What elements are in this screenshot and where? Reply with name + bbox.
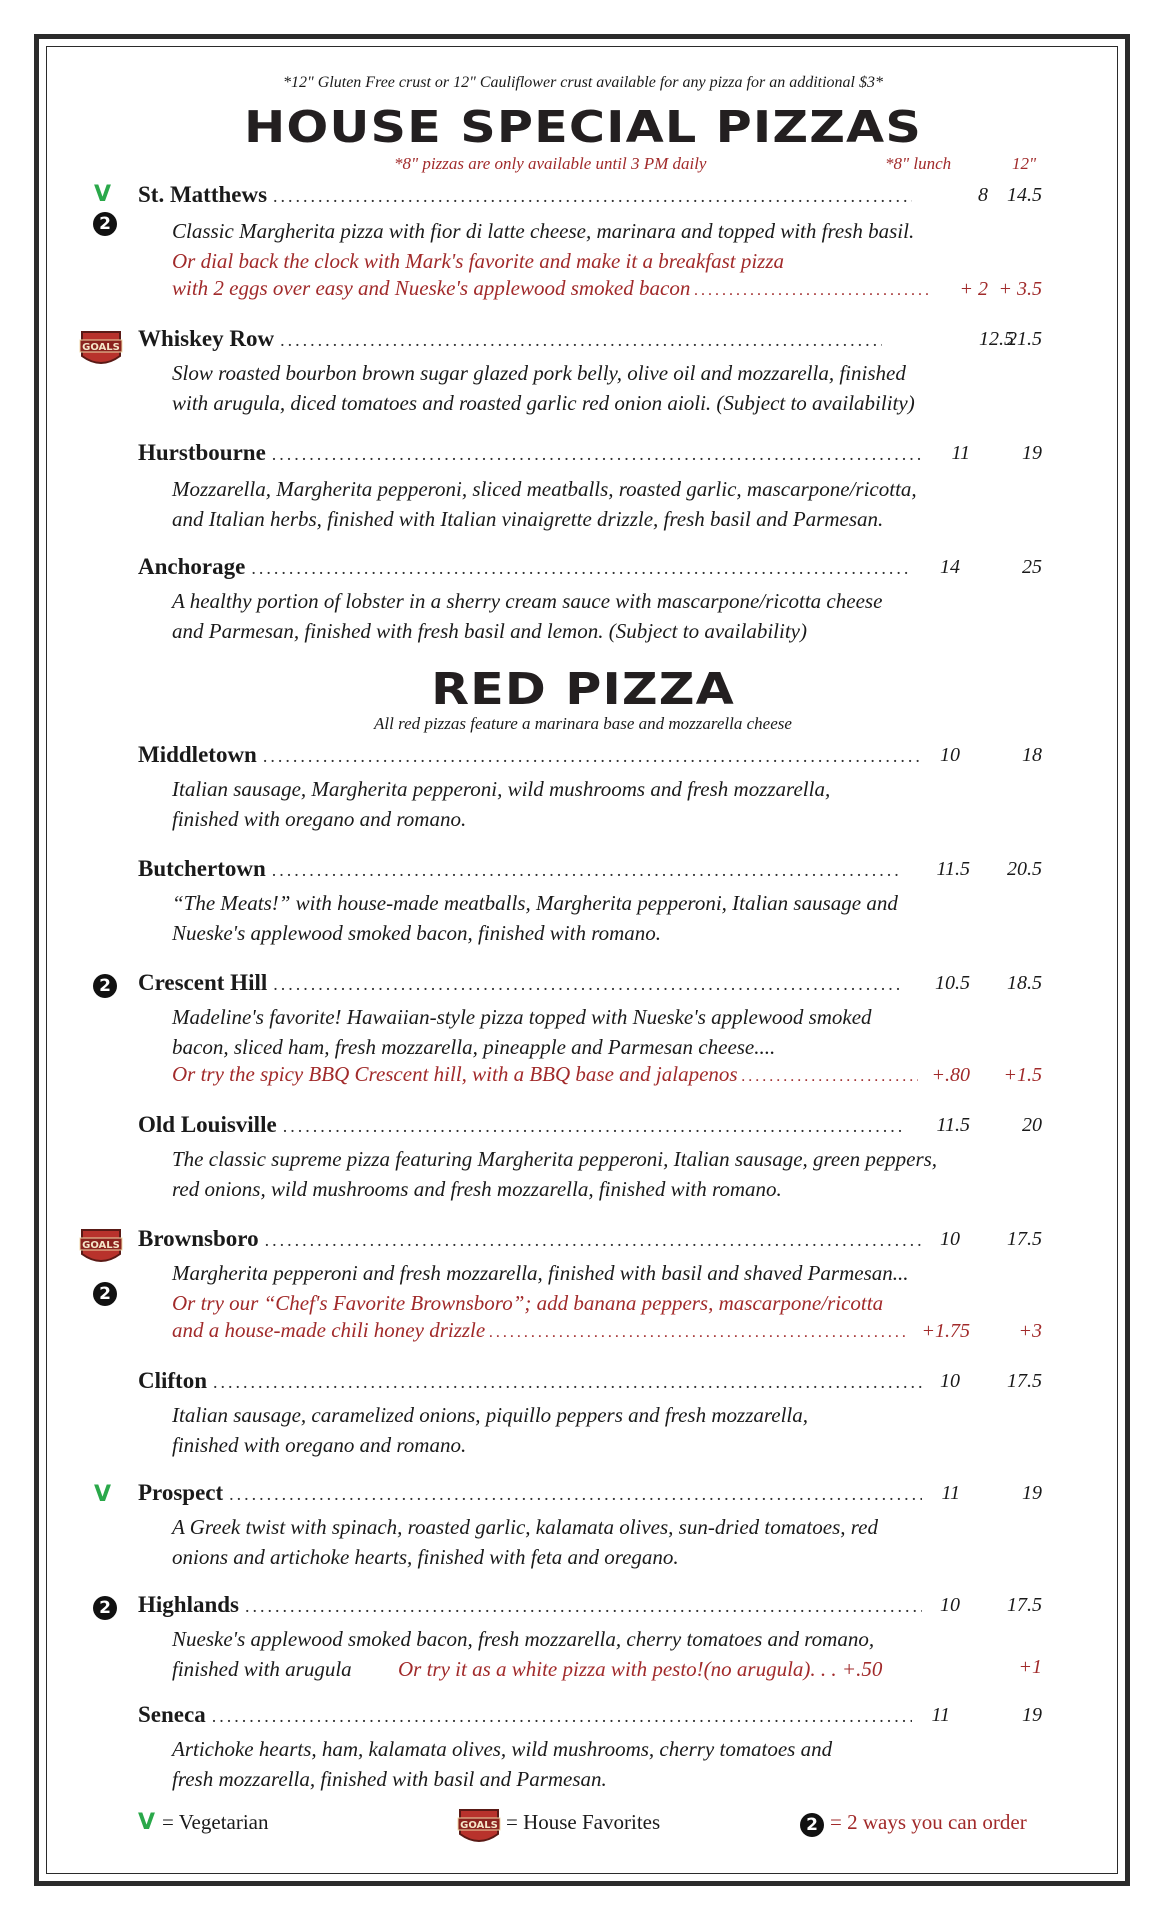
legend-vegetarian: = Vegetarian: [162, 1810, 269, 1834]
item-description: and Italian herbs, finished with Italian vinaigrette drizzle, fresh basil and Parmesan.: [172, 507, 884, 531]
item-description: with arugula, diced tomatoes and roasted garlic red onion aioli. (Subject to availability): [172, 391, 915, 415]
vegetarian-icon: V: [94, 182, 112, 207]
svg-text:GOALS: GOALS: [82, 1240, 120, 1251]
price-12: 18: [1022, 744, 1042, 766]
item-description: fresh mozzarella, finished with basil and Parmesan.: [172, 1767, 607, 1791]
price-8: 10: [940, 744, 960, 766]
item-variation: Or try it as a white pizza with pesto!(no arugula). . . +.50: [398, 1657, 883, 1681]
leader-dots: [283, 1116, 902, 1137]
price-12: 17.5: [1007, 1228, 1042, 1250]
item-description: A healthy portion of lobster in a sherry cream sauce with mascarpone/ricotta cheese: [172, 589, 883, 613]
red-pizza-title: RED PIZZA: [431, 664, 735, 715]
leader-dots: [694, 282, 928, 300]
item-description: finished with oregano and romano.: [172, 807, 467, 831]
addon-text: with 2 eggs over easy and Nueske's applewood smoked bacon: [172, 276, 691, 300]
price-8: 10: [940, 1228, 960, 1250]
leader-dots: [273, 974, 902, 995]
price-8: 12.5: [979, 328, 1014, 350]
item-description: Artichoke hearts, ham, kalamata olives, wild mushrooms, cherry tomatoes and: [172, 1737, 833, 1761]
price-12: 19: [1022, 1482, 1042, 1504]
leader-dots: [229, 1484, 922, 1505]
leader-dots: [212, 1706, 912, 1727]
two-ways-icon: 2: [800, 1813, 824, 1837]
price-12: 14.5: [1007, 184, 1042, 206]
item-title: [138, 182, 1038, 210]
item-name: Whiskey Row: [138, 326, 275, 351]
item-description: and Parmesan, finished with fresh basil and lemon. (Subject to availability): [172, 619, 807, 643]
item-description: Italian sausage, caramelized onions, piquillo peppers and fresh mozzarella,: [172, 1403, 808, 1427]
legend-house-favorites: = House Favorites: [506, 1810, 661, 1834]
col-header-12: 12": [1012, 154, 1037, 173]
item-description: Classic Margherita pizza with fior di latte cheese, marinara and topped with fresh basil.: [172, 219, 915, 243]
item-description: “The Meats!” with house-made meatballs, Margherita pepperoni, Italian sausage and: [172, 891, 898, 915]
price-12: 20: [1022, 1114, 1042, 1136]
item-name: Prospect: [138, 1480, 224, 1505]
leader-dots: [489, 1324, 908, 1342]
red-pizza-subtitle: All red pizzas feature a marinara base and mozzarella cheese: [374, 714, 792, 733]
two-ways-icon: 2: [93, 974, 117, 998]
price-12: 17.5: [1007, 1594, 1042, 1616]
leader-dots: [273, 186, 912, 207]
item-description: Nueske's applewood smoked bacon, fresh mozzarella, cherry tomatoes and romano,: [172, 1627, 875, 1651]
item-description: Madeline's favorite! Hawaiian-style pizza topped with Nueske's applewood smoked: [172, 1005, 872, 1029]
price-12: 21.5: [1007, 328, 1042, 350]
price-8: 14: [940, 556, 960, 578]
addon-price-8: + 2: [959, 278, 988, 300]
item-name: Middletown: [138, 742, 257, 767]
item-name: Hurstbourne: [138, 440, 266, 465]
price-12: 19: [1022, 1704, 1042, 1726]
two-ways-icon: 2: [93, 1596, 117, 1620]
vegetarian-icon: V: [138, 1810, 156, 1835]
item-description: Margherita pepperoni and fresh mozzarella, finished with basil and shaved Parmesan...: [172, 1261, 909, 1285]
item-name: Old Louisville: [138, 1112, 277, 1137]
svg-text:GOALS: GOALS: [460, 1820, 498, 1831]
item-name: Seneca: [138, 1702, 206, 1727]
item-variation: Or try our “Chef's Favorite Brownsboro”; add banana peppers, mascarpone/ricotta: [172, 1291, 884, 1315]
item-description: finished with arugula: [172, 1657, 352, 1681]
addon-price-8: +1.75: [921, 1320, 970, 1342]
addon-text: and a house-made chili honey drizzle: [172, 1318, 486, 1342]
item-description: The classic supreme pizza featuring Margherita pepperoni, Italian sausage, green peppers,: [172, 1147, 938, 1171]
leader-dots: [742, 1068, 918, 1086]
addon-price-8: +.80: [931, 1064, 970, 1086]
price-8: 11: [951, 442, 970, 464]
price-8: 11: [931, 1704, 950, 1726]
house-favorite-goals-icon: [78, 326, 124, 370]
item-description: A Greek twist with spinach, roasted garlic, kalamata olives, sun-dried tomatoes, red: [172, 1515, 878, 1539]
leader-dots: [280, 330, 882, 351]
legend-two-ways: = 2 ways you can order: [830, 1810, 1027, 1834]
item-name: Crescent Hill: [138, 970, 268, 995]
price-8: 10.5: [935, 972, 970, 994]
leader-dots: [251, 558, 912, 579]
item-description: Nueske's applewood smoked bacon, finished with romano.: [172, 921, 661, 945]
item-description: bacon, sliced ham, fresh mozzarella, pineapple and Parmesan cheese....: [172, 1035, 776, 1059]
item-name: Brownsboro: [138, 1226, 259, 1251]
addon-price-12: +1: [1018, 1656, 1042, 1678]
price-8: 8: [978, 184, 988, 206]
price-12: 17.5: [1007, 1370, 1042, 1392]
item-description: Italian sausage, Margherita pepperoni, wild mushrooms and fresh mozzarella,: [172, 777, 831, 801]
price-8: 11.5: [936, 858, 970, 880]
two-ways-icon: 2: [93, 1282, 117, 1306]
item-name: Anchorage: [138, 554, 246, 579]
leader-dots: [213, 1372, 922, 1393]
item-description: onions and artichoke hearts, finished with feta and oregano.: [172, 1545, 679, 1569]
price-12: 19: [1022, 442, 1042, 464]
price-12: 18.5: [1007, 972, 1042, 994]
item-title: [138, 326, 1038, 354]
item-description: red onions, wild mushrooms and fresh mozzarella, finished with romano.: [172, 1177, 782, 1201]
price-8: 10: [940, 1594, 960, 1616]
house-special-title: HOUSE SPECIAL PIZZAS: [244, 102, 922, 153]
item-variation: Or dial back the clock with Mark's favorite and make it a breakfast pizza: [172, 249, 785, 273]
house-favorite-goals-icon: [456, 1804, 502, 1848]
leader-dots: [245, 1596, 922, 1617]
price-8: 10: [940, 1370, 960, 1392]
item-description: Mozzarella, Margherita pepperoni, sliced meatballs, roasted garlic, mascarpone/ricotta,: [172, 477, 917, 501]
leader-dots: [265, 1230, 922, 1251]
gluten-free-note: *12" Gluten Free crust or 12" Cauliflower crust available for any pizza for an additional $3*: [283, 74, 883, 91]
item-name: Butchertown: [138, 856, 266, 881]
addon-price-12: + 3.5: [998, 278, 1042, 300]
price-12: 20.5: [1007, 858, 1042, 880]
item-description: finished with oregano and romano.: [172, 1433, 467, 1457]
addon-line: [172, 276, 1042, 306]
svg-text:GOALS: GOALS: [82, 342, 120, 353]
two-ways-icon: 2: [93, 212, 117, 236]
item-name: Highlands: [138, 1592, 239, 1617]
addon-price-12: +1.5: [1003, 1064, 1042, 1086]
price-8: 11.5: [936, 1114, 970, 1136]
leader-dots: [272, 444, 922, 465]
vegetarian-icon: V: [94, 1482, 112, 1507]
addon-price-12: +3: [1018, 1320, 1042, 1342]
item-name: St. Matthews: [138, 182, 268, 207]
price-8: 11: [941, 1482, 960, 1504]
price-12: 25: [1022, 556, 1042, 578]
house-subtitle: *8" pizzas are only available until 3 PM daily: [394, 154, 707, 173]
addon-text: Or try the spicy BBQ Crescent hill, with a BBQ base and jalapenos: [172, 1062, 738, 1086]
col-header-8: *8" lunch: [885, 154, 952, 173]
item-name: Clifton: [138, 1368, 207, 1393]
leader-dots: [263, 746, 922, 767]
leader-dots: [272, 860, 902, 881]
house-favorite-goals-icon: [78, 1224, 124, 1268]
item-description: Slow roasted bourbon brown sugar glazed pork belly, olive oil and mozzarella, finished: [172, 361, 906, 385]
